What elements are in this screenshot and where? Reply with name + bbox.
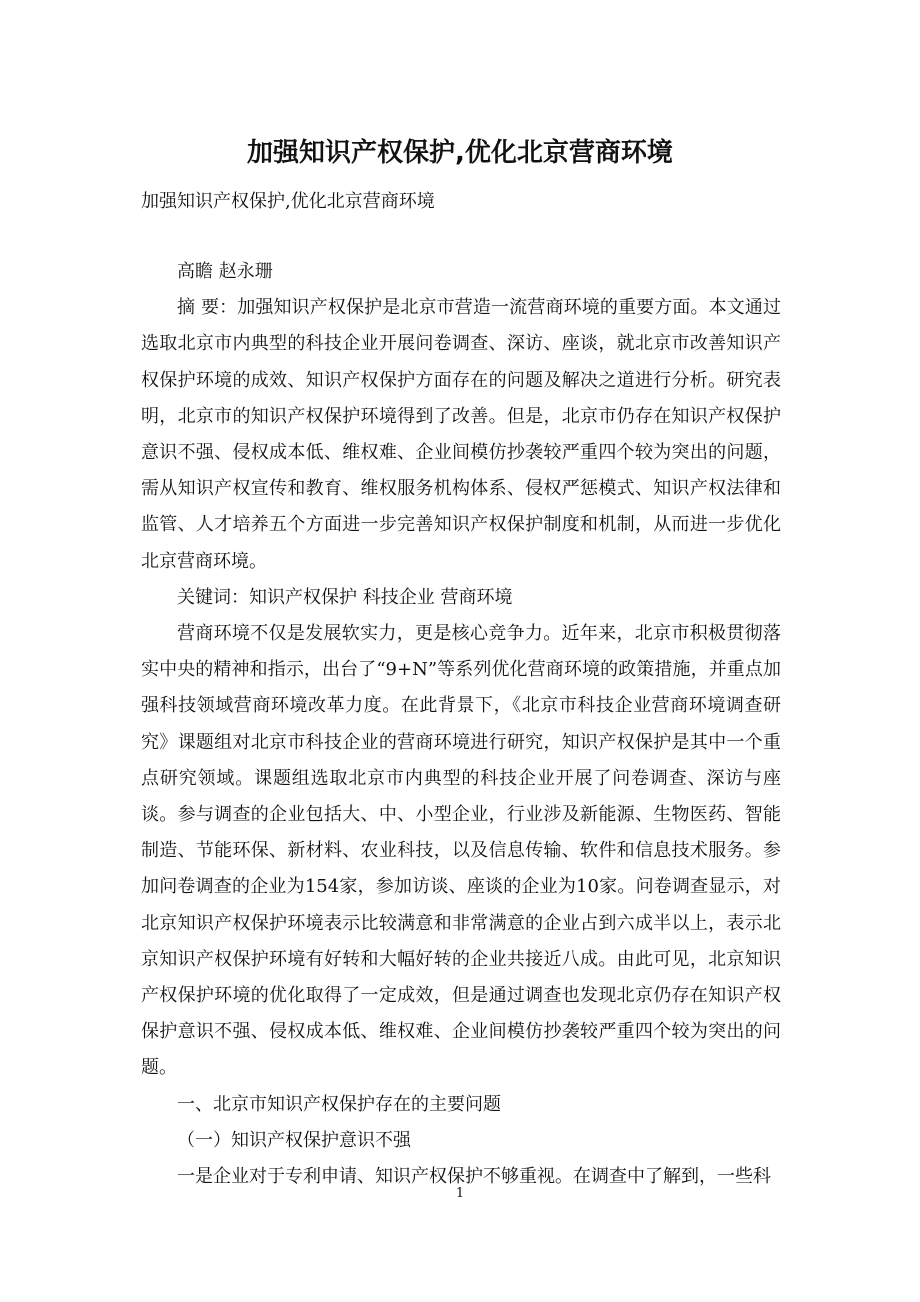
- subsection-heading: （一）知识产权保护意识不强: [177, 1129, 411, 1151]
- keywords-line: 关键词：知识产权保护 科技企业 营商环境: [177, 586, 513, 608]
- document-subtitle: 加强知识产权保护,优化北京营商环境: [141, 191, 435, 212]
- authors-line: 高瞻 赵永珊: [177, 261, 273, 282]
- section-heading: 一、北京市知识产权保护存在的主要问题: [177, 1093, 501, 1115]
- body-paragraph: 一是企业对于专利申请、知识产权保护不够重视。在调查中了解到，一些科: [177, 1166, 771, 1188]
- document-title: 加强知识产权保护,优化北京营商环境: [247, 138, 673, 168]
- abstract-paragraph: 摘 要：加强知识产权保护是北京市营造一流营商环境的重要方面。本文通过选取北京市内典型的科技企业开展问卷调查、深访、座谈，就北京市改善知识产权保护环境的成效、知识产权保护方面存在的问题及解决之道进行分析。研究表明，北京市的知识产权保护环境得到了改善。但是，北京市仍存在知识产权保护意识不强、侵权成本低、维权难、企业间模仿抄袭较严重四个较为突出的问题，需从知识产权宣传和教育、维权服务机构体系、侵权严惩模式、知识产权法律和监管、人才培养五个方面进一步完善知识产权保护制度和机制，从而进一步优化北京营商环境。: [141, 297, 781, 572]
- intro-paragraph: 营商环境不仅是发展软实力，更是核心竞争力。近年来，北京市积极贯彻落实中央的精神和指示，出台了“9+N”等系列优化营商环境的政策措施，并重点加强科技领域营商环境改革力度。在此背景下，《北京市科技企业营商环境调查研究》课题组对北京市科技企业的营商环境进行研究，知识产权保护是其中一个重点研究领域。课题组选取北京市内典型的科技企业开展了问卷调查、深访与座谈。参与调查的企业包括大、中、小型企业，行业涉及新能源、生物医药、智能制造、节能环保、新材料、农业科技，以及信息传输、软件和信息技术服务。参加问卷调查的企业为154家，参加访谈、座谈的企业为10家。问卷调查显示，对北京知识产权保护环境表示比较满意和非常满意的企业占到六成半以上，表示北京知识产权保护环境有好转和大幅好转的企业共接近八成。由此可见，北京知识产权保护环境的优化取得了一定成效，但是通过调查也发现北京仍存在知识产权保护意识不强、侵权成本低、维权难、企业间模仿抄袭较严重四个较为突出的问题。: [141, 623, 781, 1079]
- document-body: [141, 254, 781, 1195]
- page-number: 1: [455, 1186, 465, 1201]
